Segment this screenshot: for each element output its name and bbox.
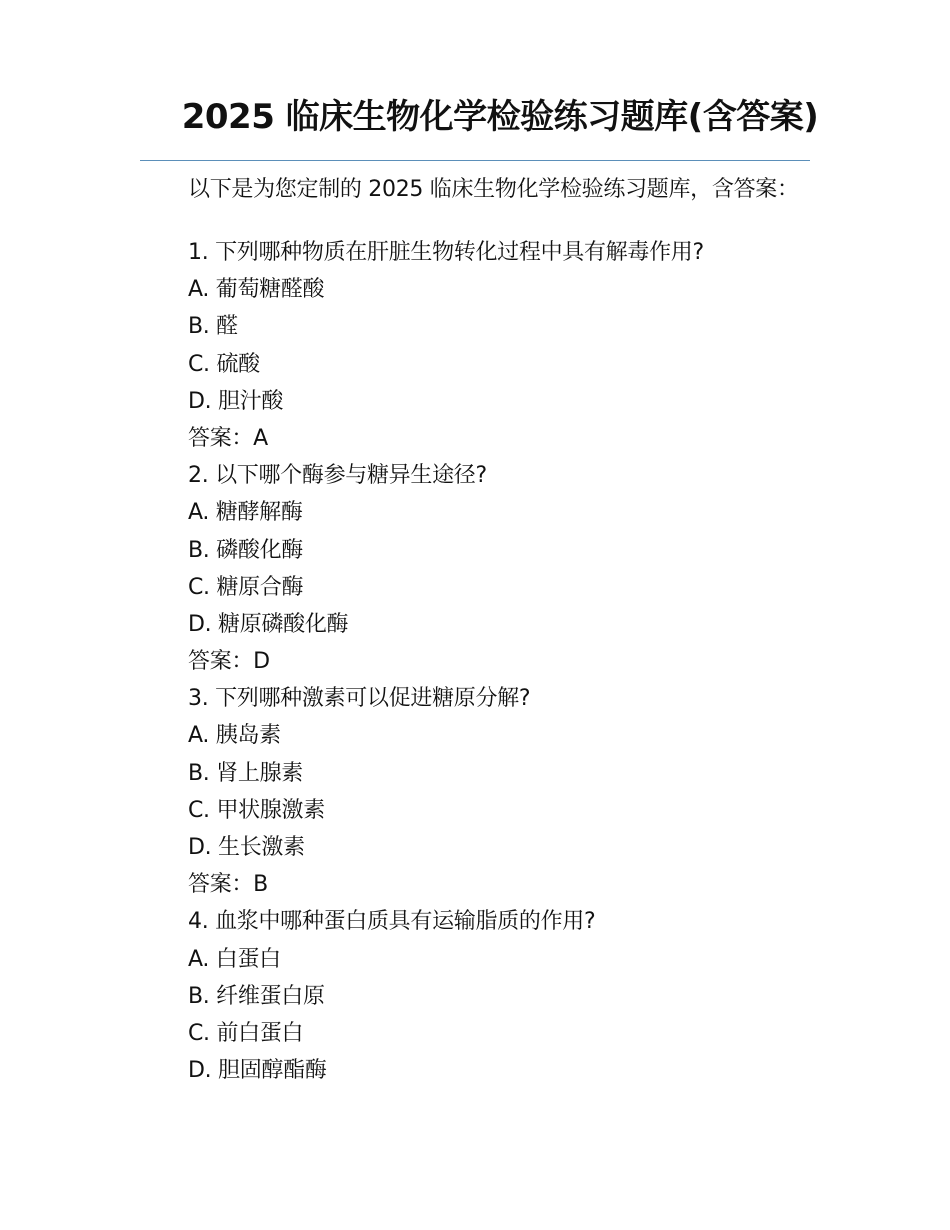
option-d: D. 生长激素 [188,835,305,860]
option-a: A. 葡萄糖醛酸 [188,277,325,303]
question-stem: 4. 血浆中哪种蛋白质具有运输脂质的作用? [188,909,596,935]
option-a: A. 白蛋白 [188,946,281,972]
intro-paragraph: 以下是为您定制的 2025 临床生物化学检验练习题库，含答案： [188,177,799,202]
option-c: C. 糖原合酶 [188,574,304,600]
option-a: A. 胰岛素 [188,723,281,749]
option-c: C. 甲状腺激素 [188,797,325,823]
question-list [188,234,808,1089]
option-c: C. 前白蛋白 [188,1020,304,1046]
option-c: C. 硫酸 [188,351,260,377]
option-b: B. 磷酸化酶 [188,537,303,563]
question-stem: 2. 以下哪个酶参与糖异生途径? [188,463,487,489]
option-a: A. 糖酵解酶 [188,500,303,526]
answer-line: 答案：A [188,425,268,451]
option-b: B. 肾上腺素 [188,760,303,786]
option-d: D. 糖原磷酸化酶 [188,611,349,637]
option-b: B. 醛 [188,314,238,340]
option-d: D. 胆固醇酯酶 [188,1058,327,1084]
option-b: B. 纤维蛋白原 [188,983,325,1009]
question-stem: 3. 下列哪种激素可以促进糖原分解? [188,686,531,712]
option-d: D. 胆汁酸 [188,388,284,414]
answer-line: 答案：D [188,649,270,675]
question-stem: 1. 下列哪种物质在肝脏生物转化过程中具有解毒作用? [188,240,704,265]
document-title: 2025 临床生物化学检验练习题库(含答案) [181,97,819,137]
answer-line: 答案：B [188,872,268,898]
title-underline [140,160,810,161]
